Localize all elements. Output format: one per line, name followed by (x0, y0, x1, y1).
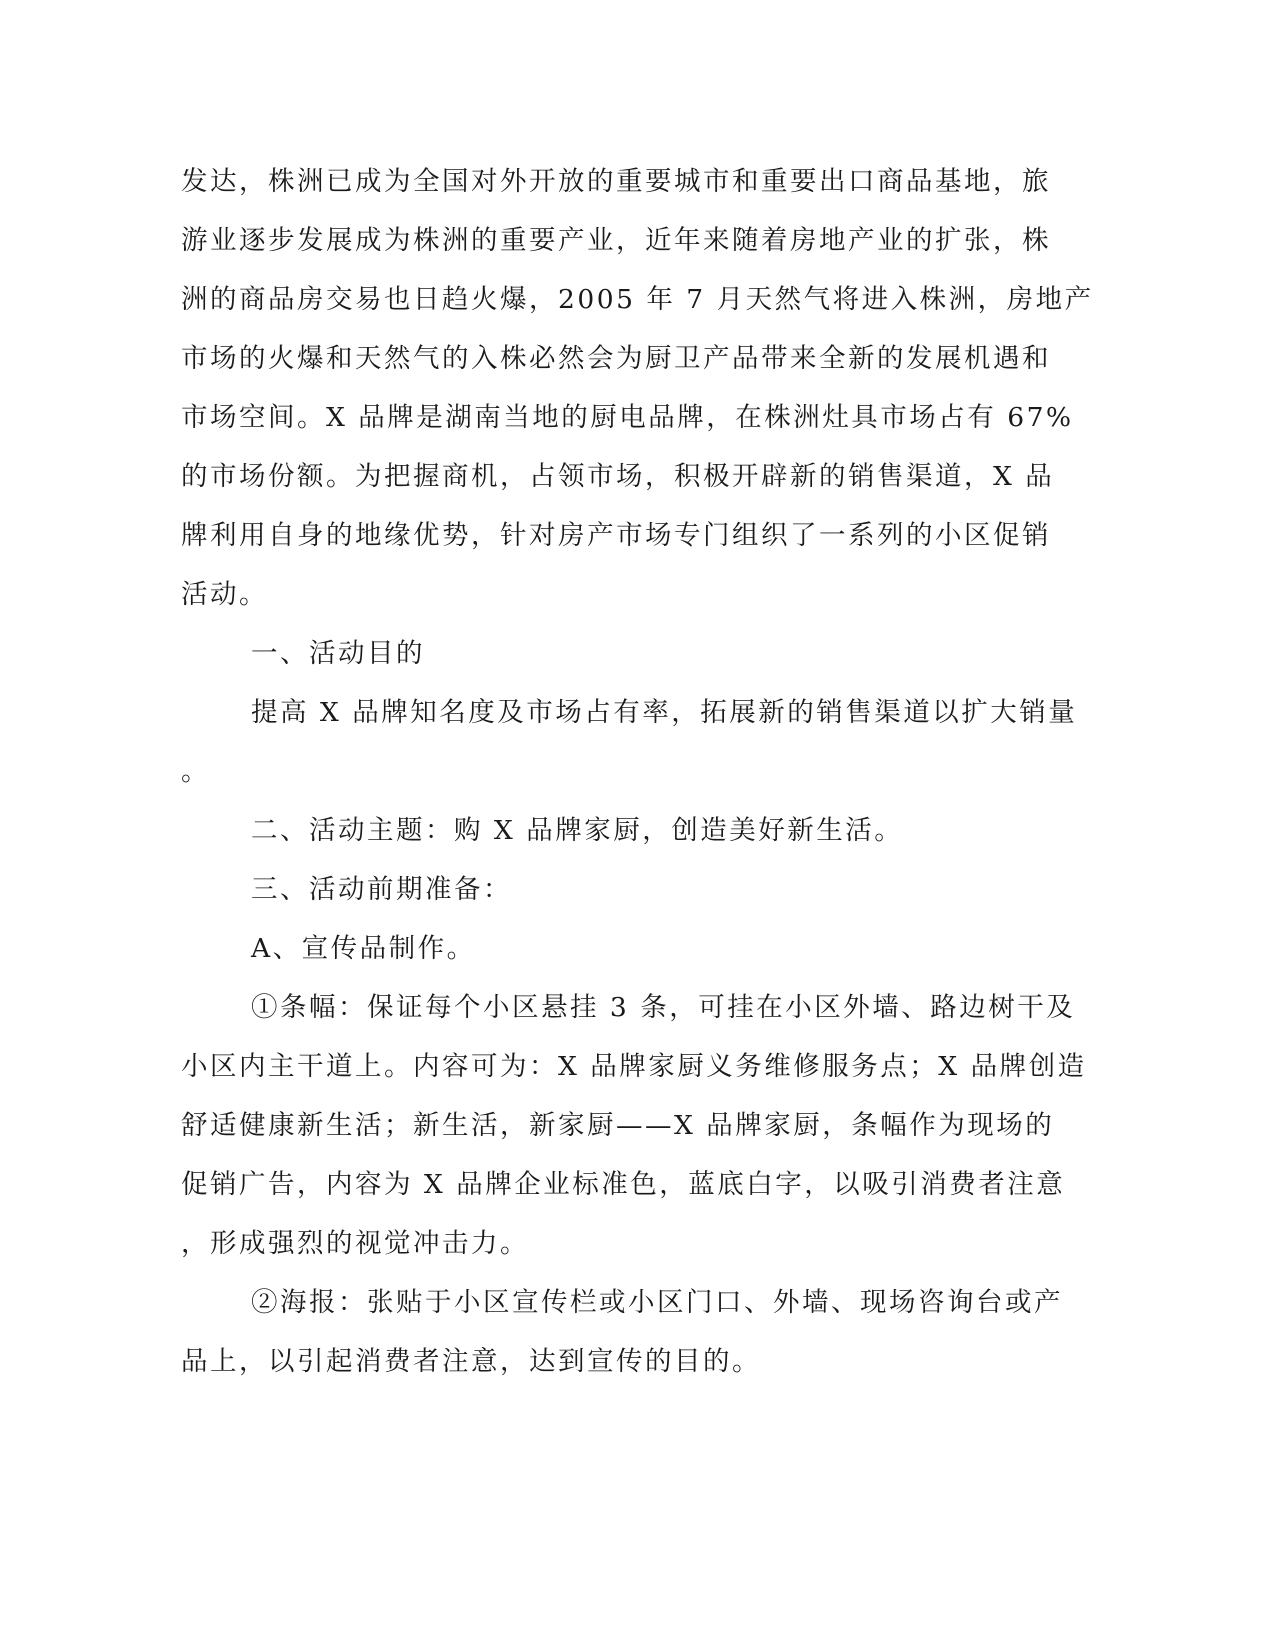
body-text-line: 小区内主干道上。内容可为：X 品牌家厨义务维修服务点；X 品牌创造 (181, 1051, 1087, 1082)
body-text-line: 洲的商品房交易也日趋火爆，2005 年 7 月天然气将进入株洲，房地产 (181, 284, 1094, 315)
list-item-banners: ①条幅：保证每个小区悬挂 3 条，可挂在小区外墙、路边树干及 (251, 992, 1076, 1023)
document-body (181, 155, 1094, 1394)
body-text-line: 牌利用自身的地缘优势，针对房产市场专门组织了一系列的小区促销 (181, 520, 1051, 551)
body-text-line: 活动。 (181, 579, 268, 610)
list-item-posters: ②海报：张贴于小区宣传栏或小区门口、外墙、现场咨询台或产 (251, 1287, 1063, 1318)
body-text-line: 品上，以引起消费者注意，达到宣传的目的。 (181, 1346, 761, 1377)
body-text-line: 舒适健康新生活；新生活，新家厨——X 品牌家厨，条幅作为现场的 (181, 1110, 1055, 1141)
section-heading-preparation: 三、活动前期准备： (251, 874, 512, 905)
subsection-heading-promo-materials: A、宣传品制作。 (251, 933, 476, 964)
body-text-line: 提高 X 品牌知名度及市场占有率，拓展新的销售渠道以扩大销量 (251, 697, 1078, 728)
body-text-line: 市场的火爆和天然气的入株必然会为厨卫产品带来全新的发展机遇和 (181, 343, 1051, 374)
section-heading-purpose: 一、活动目的 (251, 638, 425, 669)
body-text-line: 游业逐步发展成为株洲的重要产业，近年来随着房地产业的扩张，株 (181, 225, 1051, 256)
body-text-line: 。 (181, 756, 210, 787)
body-text-line: 的市场份额。为把握商机，占领市场，积极开辟新的销售渠道，X 品 (181, 461, 1055, 492)
body-text-line: 市场空间。X 品牌是湖南当地的厨电品牌，在株洲灶具市场占有 67% (181, 402, 1074, 433)
body-text-line: 发达，株洲已成为全国对外开放的重要城市和重要出口商品基地，旅 (181, 166, 1051, 197)
body-text-line: 促销广告，内容为 X 品牌企业标准色，蓝底白字，以吸引消费者注意 (181, 1169, 1066, 1200)
body-text-line: ，形成强烈的视觉冲击力。 (181, 1228, 529, 1259)
section-heading-theme: 二、活动主题：购 X 品牌家厨，创造美好新生活。 (251, 815, 904, 846)
